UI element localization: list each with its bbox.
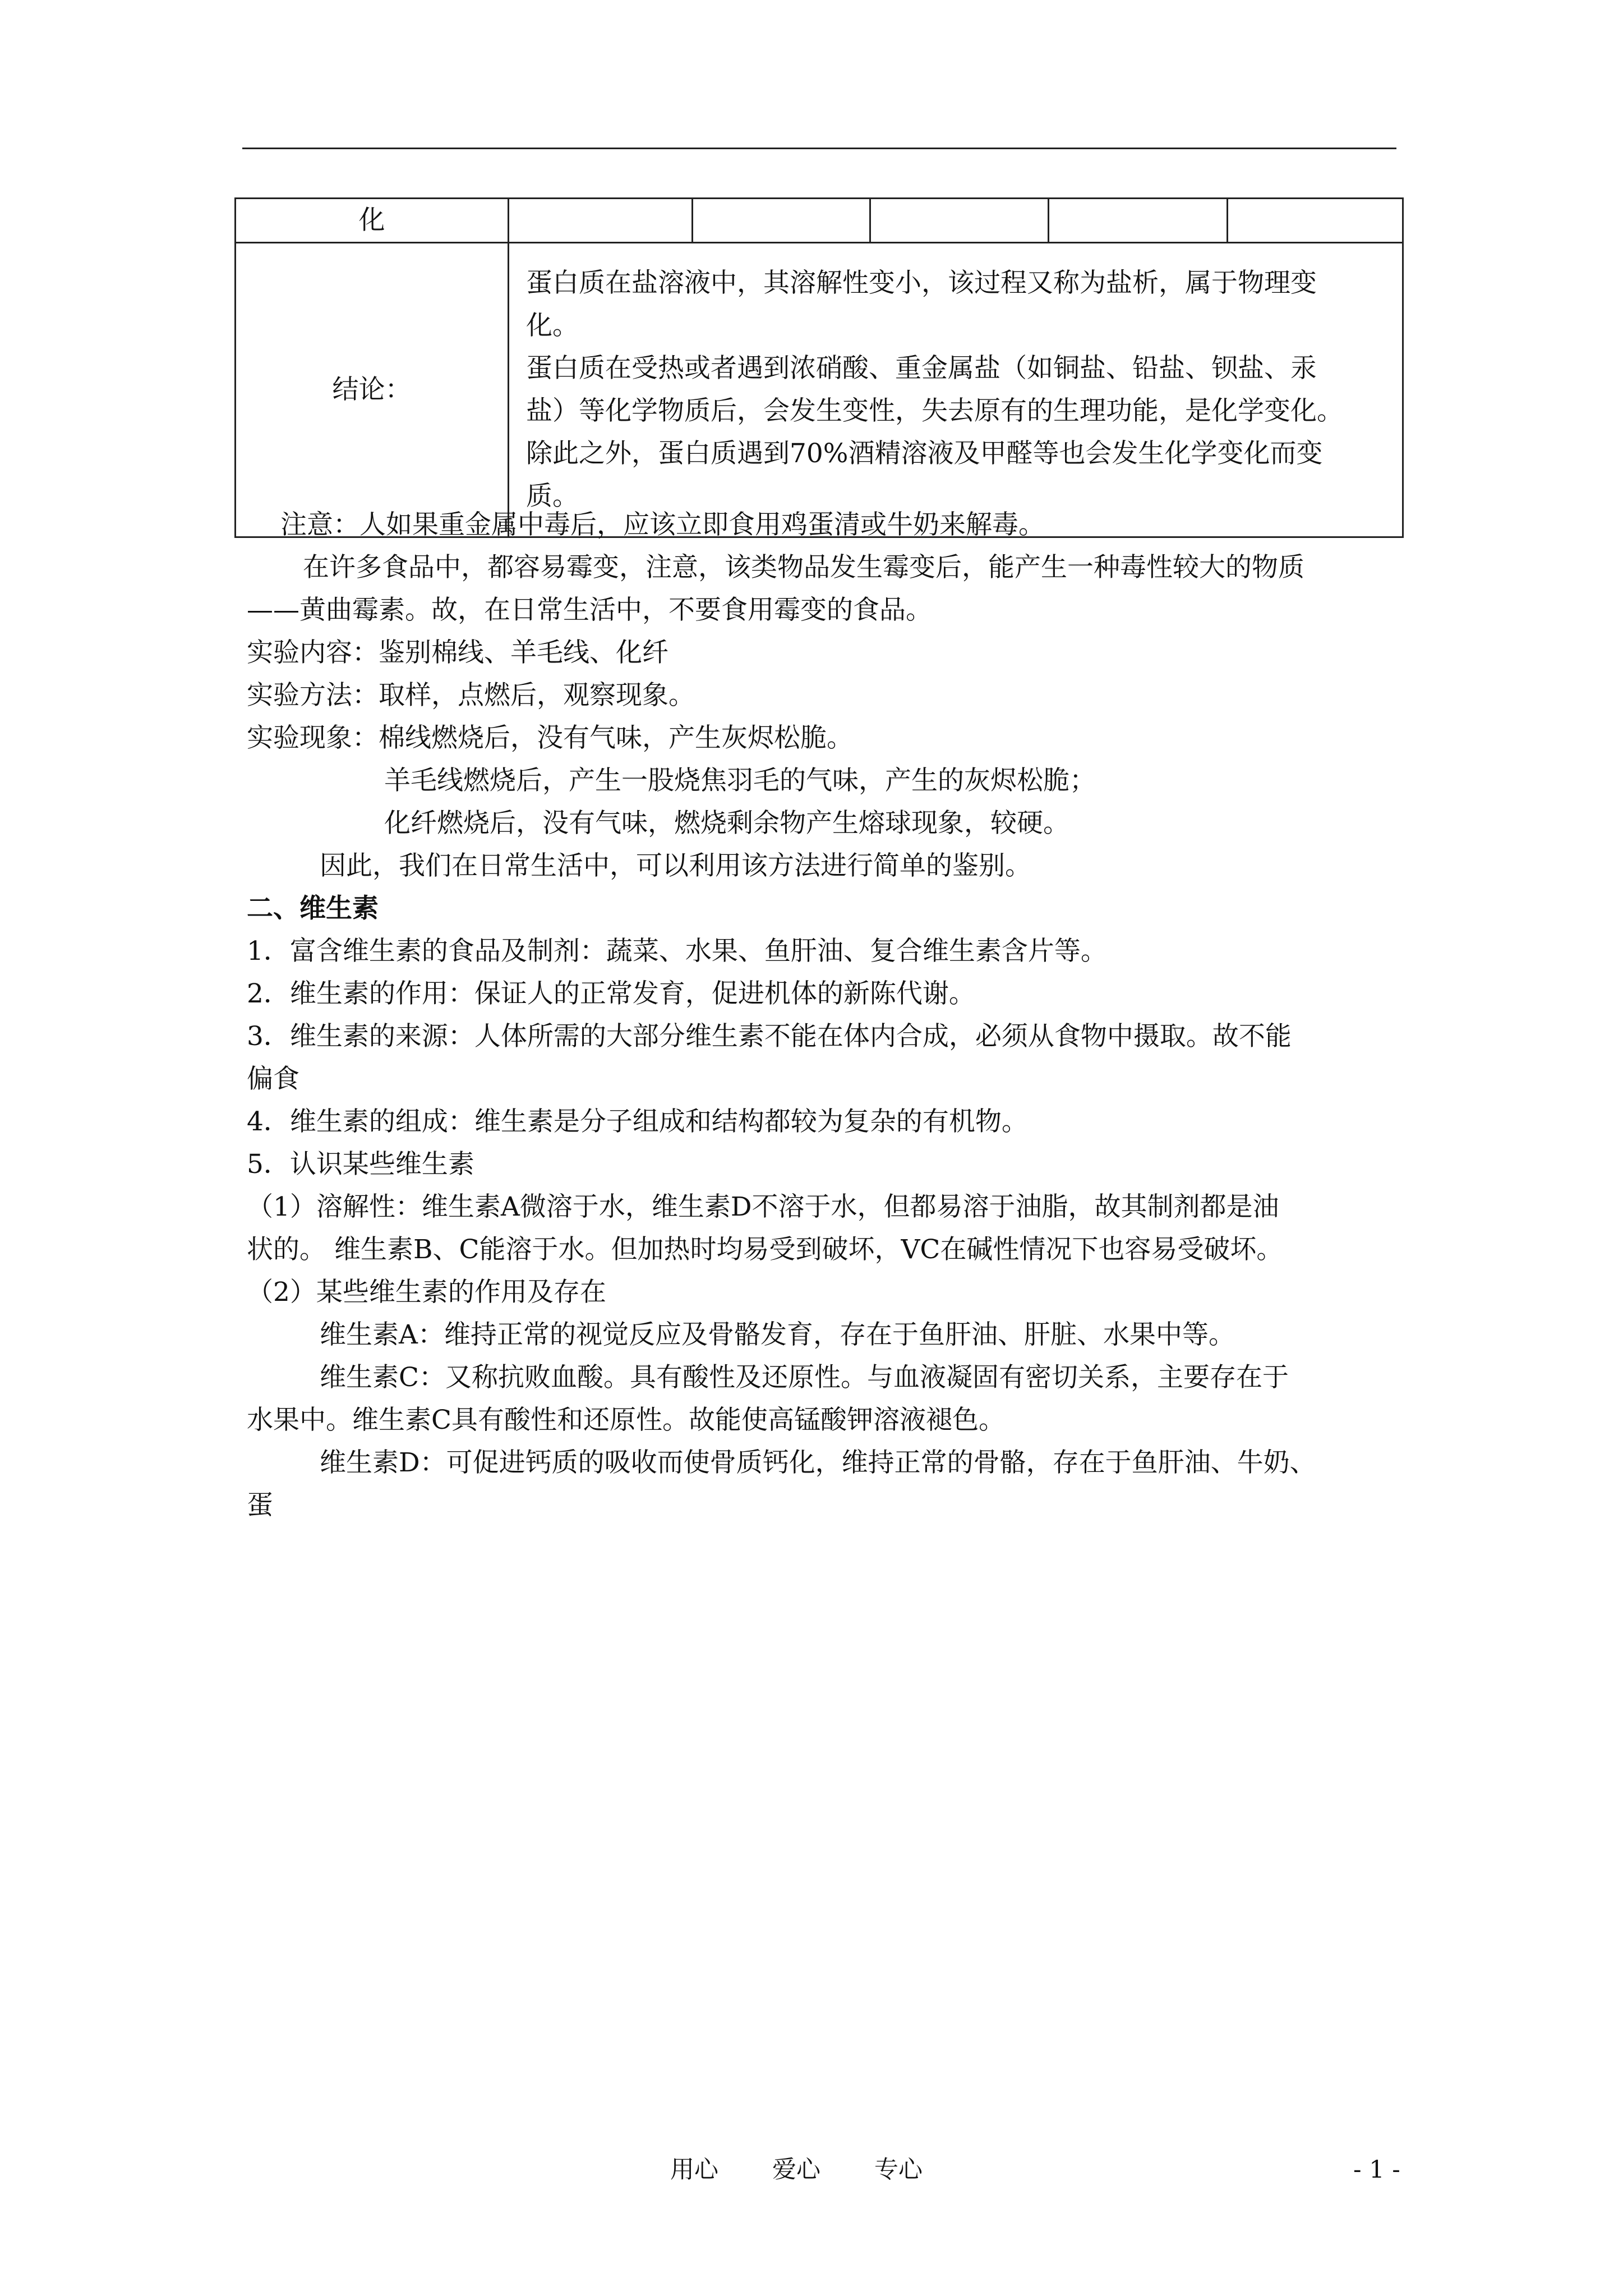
solubility-line: 状的。 维生素B、C能溶于水。但加热时均易受到破坏，VC在碱性情况下也容易受破坏。 (247, 1234, 1283, 1265)
list-item-continuation: 偏食 (247, 1064, 299, 1094)
experiment-method: 实验方法：取样，点燃后，观察现象。 (247, 680, 695, 711)
page-footer (0, 2153, 1623, 2187)
list-item: 1．富含维生素的食品及制剂：蔬菜、水果、鱼肝油、复合维生素含片等。 (247, 936, 1107, 967)
header-rule (242, 148, 1396, 149)
vitamin-c-line: 水果中。维生素C具有酸性和还原性。故能使高锰酸钾溶液褪色。 (247, 1405, 1005, 1435)
table-row-change (236, 199, 1403, 243)
vitamin-d-line: 蛋 (247, 1490, 273, 1521)
table-cell (1228, 199, 1403, 243)
experiment-conclusion: 因此，我们在日常生活中，可以利用该方法进行简单的鉴别。 (320, 850, 1031, 881)
list-item: 5．认识某些维生素 (247, 1149, 474, 1180)
note-paragraph: 注意：人如果重金属中毒后，应该立即食用鸡蛋清或牛奶来解毒。 (280, 509, 1045, 540)
list-item: 2．维生素的作用：保证人的正常发育，促进机体的新陈代谢。 (247, 978, 975, 1009)
conclusion-line: 蛋白质在盐溶液中，其溶解性变小，该过程又称为盐析，属于物理变 (526, 268, 1317, 298)
conclusion-line: 蛋白质在受热或者遇到浓硝酸、重金属盐（如铜盐、铅盐、钡盐、汞 (526, 353, 1317, 384)
table-cell (1049, 199, 1228, 243)
vitamin-a-line: 维生素A：维持正常的视觉反应及骨骼发育，存在于鱼肝油、肝脏、水果中等。 (320, 1319, 1235, 1350)
list-item: 4．维生素的组成：维生素是分子组成和结构都较为复杂的有机物。 (247, 1106, 1028, 1137)
conclusion-line: 化。 (526, 310, 579, 341)
experiment-table (234, 197, 1404, 538)
conclusion-cell (509, 243, 1403, 537)
table-cell (693, 199, 870, 243)
conclusion-line: 除此之外，蛋白质遇到70%酒精溶液及甲醛等也会发生化学变化而变 (526, 438, 1323, 469)
phenomenon-wool: 羊毛线燃烧后，产生一股烧焦羽毛的气味，产生的灰烬松脆； (384, 765, 1096, 796)
footer-mottos (670, 2153, 976, 2187)
footer-motto: 用心 (670, 2156, 718, 2184)
conclusion-line: 质。 (526, 481, 579, 512)
mold-paragraph-line: 在许多食品中，都容易霉变，注意，该类物品发生霉变后，能产生一种毒性较大的物质 (303, 552, 1304, 583)
section-heading: 二、维生素 (247, 893, 379, 924)
footer-motto: 专心 (874, 2156, 923, 2184)
experiment-phenomenon: 实验现象：棉线燃烧后，没有气味，产生灰烬松脆。 (247, 723, 853, 753)
page-number: - 1 - (1353, 2156, 1400, 2184)
conclusion-line: 盐）等化学物质后，会发生变性，失去原有的生理功能，是化学变化。 (526, 395, 1343, 426)
phenomenon-synthetic: 化纤燃烧后，没有气味，燃烧剩余物产生熔球现象，较硬。 (384, 808, 1069, 839)
row-label-change: 化 (236, 199, 509, 243)
experiment-content: 实验内容：鉴别棉线、羊毛线、化纤 (247, 637, 668, 668)
solubility-line: （1）溶解性：维生素A微溶于水，维生素D不溶于水，但都易溶于油脂，故其制剂都是油 (247, 1191, 1279, 1222)
functions-subheading: （2）某些维生素的作用及存在 (247, 1277, 606, 1308)
row-label-conclusion: 结论： (236, 243, 509, 537)
vitamin-c-line: 维生素C：又称抗败血酸。具有酸性及还原性。与血液凝固有密切关系，主要存在于 (320, 1362, 1289, 1393)
footer-motto: 爱心 (772, 2156, 820, 2184)
mold-paragraph-line: ——黄曲霉素。故，在日常生活中，不要食用霉变的食品。 (247, 595, 932, 625)
table-cell (870, 199, 1049, 243)
document-body (247, 504, 1402, 1527)
list-item: 3．维生素的来源：人体所需的大部分维生素不能在体内合成，必须从食物中摄取。故不能 (247, 1021, 1292, 1052)
vitamin-d-line: 维生素D：可促进钙质的吸收而使骨质钙化，维持正常的骨骼，存在于鱼肝油、牛奶、 (320, 1447, 1316, 1478)
table-cell (509, 199, 693, 243)
table-row-conclusion (236, 243, 1403, 537)
